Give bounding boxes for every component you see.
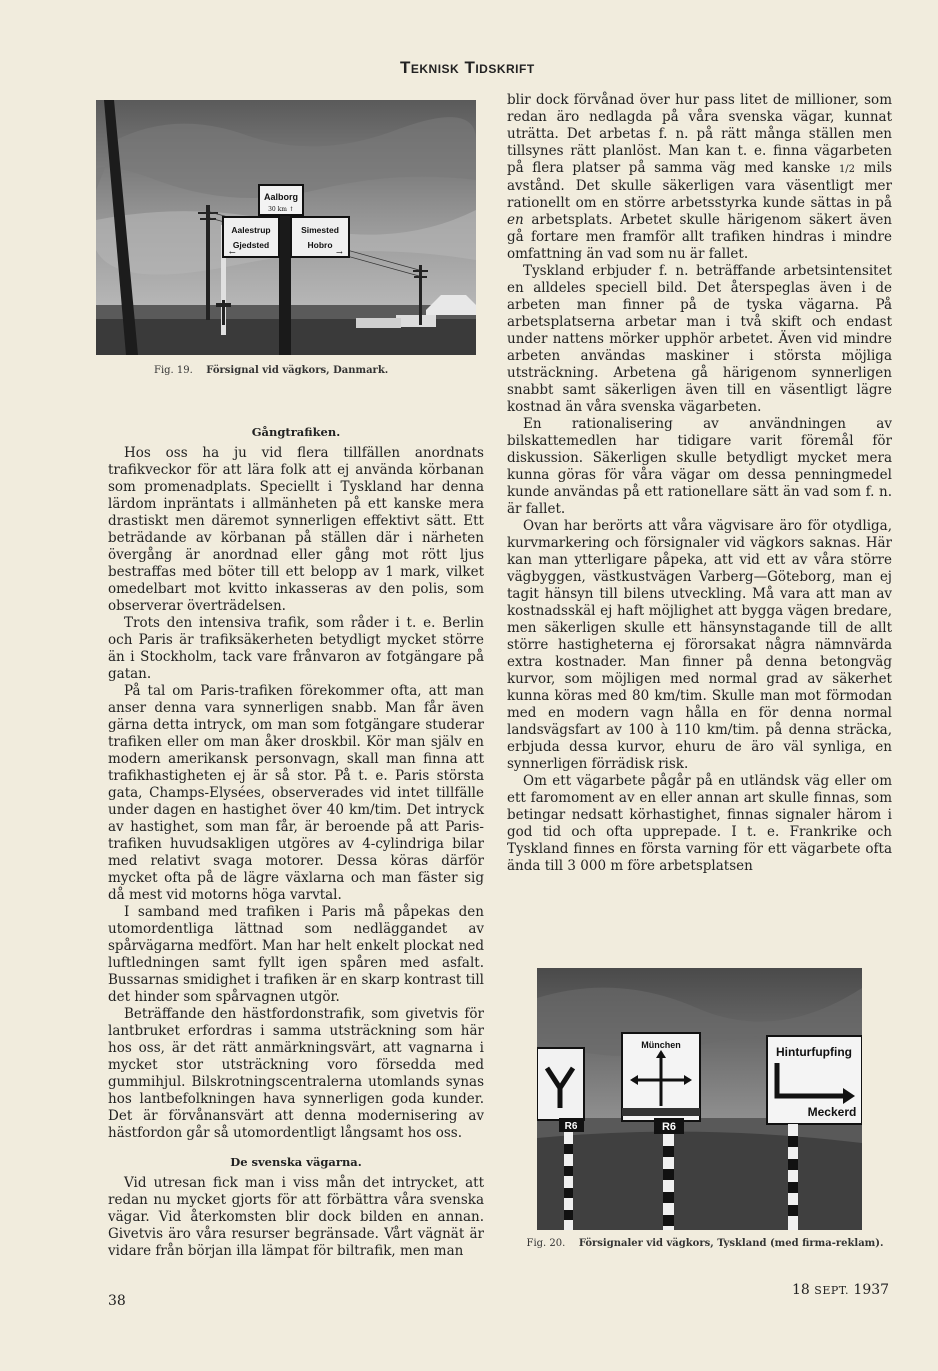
paragraph: Vid utresan fick man i viss mån det intrycket, att redan nu mycket gjorts för att förbättra våra svenska vägar. Vid återkomsten blir dock bilden en annan. Givetvis äro våra resurser begränsade. Vårt vägnät är vidare från början illa lämpat för biltrafik, men man [108, 1175, 484, 1259]
emphasis: en [507, 212, 524, 228]
paragraph: I samband med trafiken i Paris må påpekas den utomordentliga lättnad som nedläggandet av spårvägarna medfört. Man har helt enkelt plockat ned luftledningen samt fyllt igen spåren med asfalt. Bussarnas smidighet i trafiken är en skarp kontrast till det hinder som spårvagnen utgör. [108, 904, 484, 1005]
fig19-sign-simested: Simested [301, 225, 339, 235]
paragraph: En rationalisering av användningen av bilskattemedlen har tidigare varit föremål för diskussion. Säkerligen skulle betydligt mycket mera kunna göras för våra vägar om dessa penningmedel kunde användas på ett rationellare sätt än vad som f. n. är fallet. [507, 416, 892, 517]
svg-text:30 km ↑: 30 km ↑ [268, 206, 294, 213]
fig20-sign-meckerd: Meckerd [807, 1105, 857, 1119]
figure-20-photo [537, 968, 862, 1230]
svg-text:→: → [336, 248, 343, 257]
figure-20-caption [510, 1237, 900, 1250]
heading-gangtrafiken: Gångtrafiken. [251, 425, 341, 439]
figure-20-number: Fig. 20. [526, 1238, 566, 1249]
paragraph: Tyskland erbjuder f. n. beträffande arbetsintensitet en alldeles speciell bild. Det återspeglas även i de arbeten man finner på de tyska vägarna. På arbetsplatserna arbetar man i två skift och endast under nattens mörker upphör arbetet. Även vid mindre arbeten användas maskiner i största möjliga utsträckning. Arbetena gå härigenom synnerligen snabbt samt säkerligen även till en väsentligt lägre kostnad än våra svenska vägarbeten. [507, 263, 892, 415]
fig20-sign-hinturfupfing: Hinturfupfing [776, 1045, 852, 1059]
fig19-sign-aalestrup: Aalestrup [231, 225, 271, 235]
paragraph: På tal om Paris-trafiken förekommer ofta, att man anser denna vara synnerligen snabb. Man får även gärna detta intryck, om man som fotgängare studerar trafiken eller om man åker droskbil. Kör man själv en modern amerikansk personvagn, skall man finna att trafikhastigheten ej är så stor. På t. e. Paris största gata, Champs-Elysées, observerades vid intet tillfälle under dagen en hastighet över 40 km/tim. Det intryck av hastighet, som man får, är beroende på att Paris-trafiken huvudsakligen utgöres av 4-cylindriga bilar med relativt svaga motorer. Dessa köras därför mycket ofta på de lägre växlarna och man fäster sig då mest vid motorns höga varvtal. [108, 683, 484, 903]
right-column [507, 92, 892, 875]
paragraph: Beträffande den hästfordonstrafik, som givetvis för lantbruket erfordras i samma utsträckning som här hos oss, är det rätt anmärkningsvärt, att vagnarna i mycket stor utsträckning voro försedda med gummihjul. Bilskrotningscentralerna utomlands synas hos lantbefolkningen hava synnerligen goda kunder. Det är förvånansvärt att denna modernisering av hästfordon går så utomordentligt långsamt hos oss. [108, 1006, 484, 1141]
fig19-sign-gjedsted: Gjedsted [232, 240, 270, 250]
page-number: 38 [108, 1293, 126, 1309]
figure-20-caption-text: Försignaler vid vägkors, Tyskland (med firma-reklam). [578, 1238, 884, 1249]
left-column [108, 418, 484, 1260]
fig19-sign-aalborg: Aalborg [263, 192, 299, 202]
journal-title: Teknisk Tidskrift [400, 58, 535, 77]
fig20-sign-r6-mid: R6 [661, 1121, 677, 1133]
fig20-sign-r6-left: R6 [564, 1121, 578, 1132]
fig20-sign-munchen: München [641, 1040, 681, 1050]
figure-19-caption-text: Försignal vid vägkors, Danmark. [206, 365, 389, 376]
striped-post [788, 1124, 798, 1230]
paragraph: Trots den intensiva trafik, som råder i t. e. Berlin och Paris är trafiksäkerheten betydligt mycket större än i Stockholm, tack vare frånvaron av fotgängare på gatan. [108, 615, 484, 682]
issue-date: 18 SEPT. 1937 [792, 1282, 890, 1298]
striped-post [663, 1134, 674, 1230]
svg-text:←: ← [229, 248, 236, 257]
striped-post [564, 1132, 573, 1230]
figure-19-number: Fig. 19. [154, 365, 193, 376]
heading-svenska-vagarna: De svenska vägarna. [230, 1155, 362, 1169]
paragraph: Hos oss ha ju vid flera tillfällen anordnats trafikveckor för att lära folk att ej använda körbanan som promenadplats. Speciellt i Tyskland har denna lärdom inpräntats i allmänheten på ett kanske mera drastiskt men däremot synnerligen effektivt sätt. Ett beträdande av körbanan på ställen där i närheten övergång är anordnad eller gång mot rött ljus bestraffas med böter till ett belopp av 1 mark, vilket omedelbart mot kvitto inkasseras av den polis, som observerar överträdelsen. [108, 445, 484, 614]
fraction: 1/2 [838, 164, 856, 175]
fig19-sign-hobro: Hobro [307, 240, 333, 250]
paragraph: blir dock förvånad över hur pass litet de millioner, som redan äro nedlagda på våra svenska vägar, kunnat uträtta. Det arbetas f. n. på rätt många ställen men tillsynes rätt planlöst. Man kan t. e. finna vägarbeten på flera platser på samma väg med kanske 1/2 mils avstånd. Det skulle säkerligen vara väsentligt mer rationellt om en större arbetsstyrka kunde sättas in på en arbetsplats. Arbetet skulle härigenom säkert även gå fortare men framför allt trafiken hindras i mindre omfattning än vad som nu är fallet. [507, 92, 893, 262]
paragraph: Om ett vägarbete pågår på en utländsk väg eller om ett faromoment av en eller annan art skulle finnas, som betingar nedsatt körhastighet, finnas signaler härom i god tid och ofta upprepade. I t. e. Frankrike och Tyskland finnes en första varning för ett vägarbete ofta ända till 3 000 m före arbetsplatsen [507, 773, 892, 874]
figure-19-caption [154, 365, 474, 376]
figure-19-photo [96, 100, 476, 355]
paragraph: Ovan har berörts att våra vägvisare äro för otydliga, kurvmarkering och försignaler vid vägkors saknas. Här kan man ytterligare påpeka, att vid ett av våra större vägbyggen, västkustvägen Varberg—Göteborg, man ej tagit hänsyn till bilens utveckling. Må vara att man av kostnadsskäl ej haft möjlighet att bygga vägen bredare, men säkerligen skulle ett hänsynstagande till de allt större hastigheterna ej förorsakat några nämnvärda extra kostnader. Man finner på denna betongväg kurvor, som möjligen med normal grad av säkerhet kunna köras med 80 km/tim. Skulle man mot förmodan med en modern vagn hålla en för denna normal landsvägsfart av 100 à 110 km/tim. på denna sträcka, erbjuda dessa kurvor, ehuru de äro väl synliga, en synnerligen förrädisk risk. [507, 518, 892, 772]
